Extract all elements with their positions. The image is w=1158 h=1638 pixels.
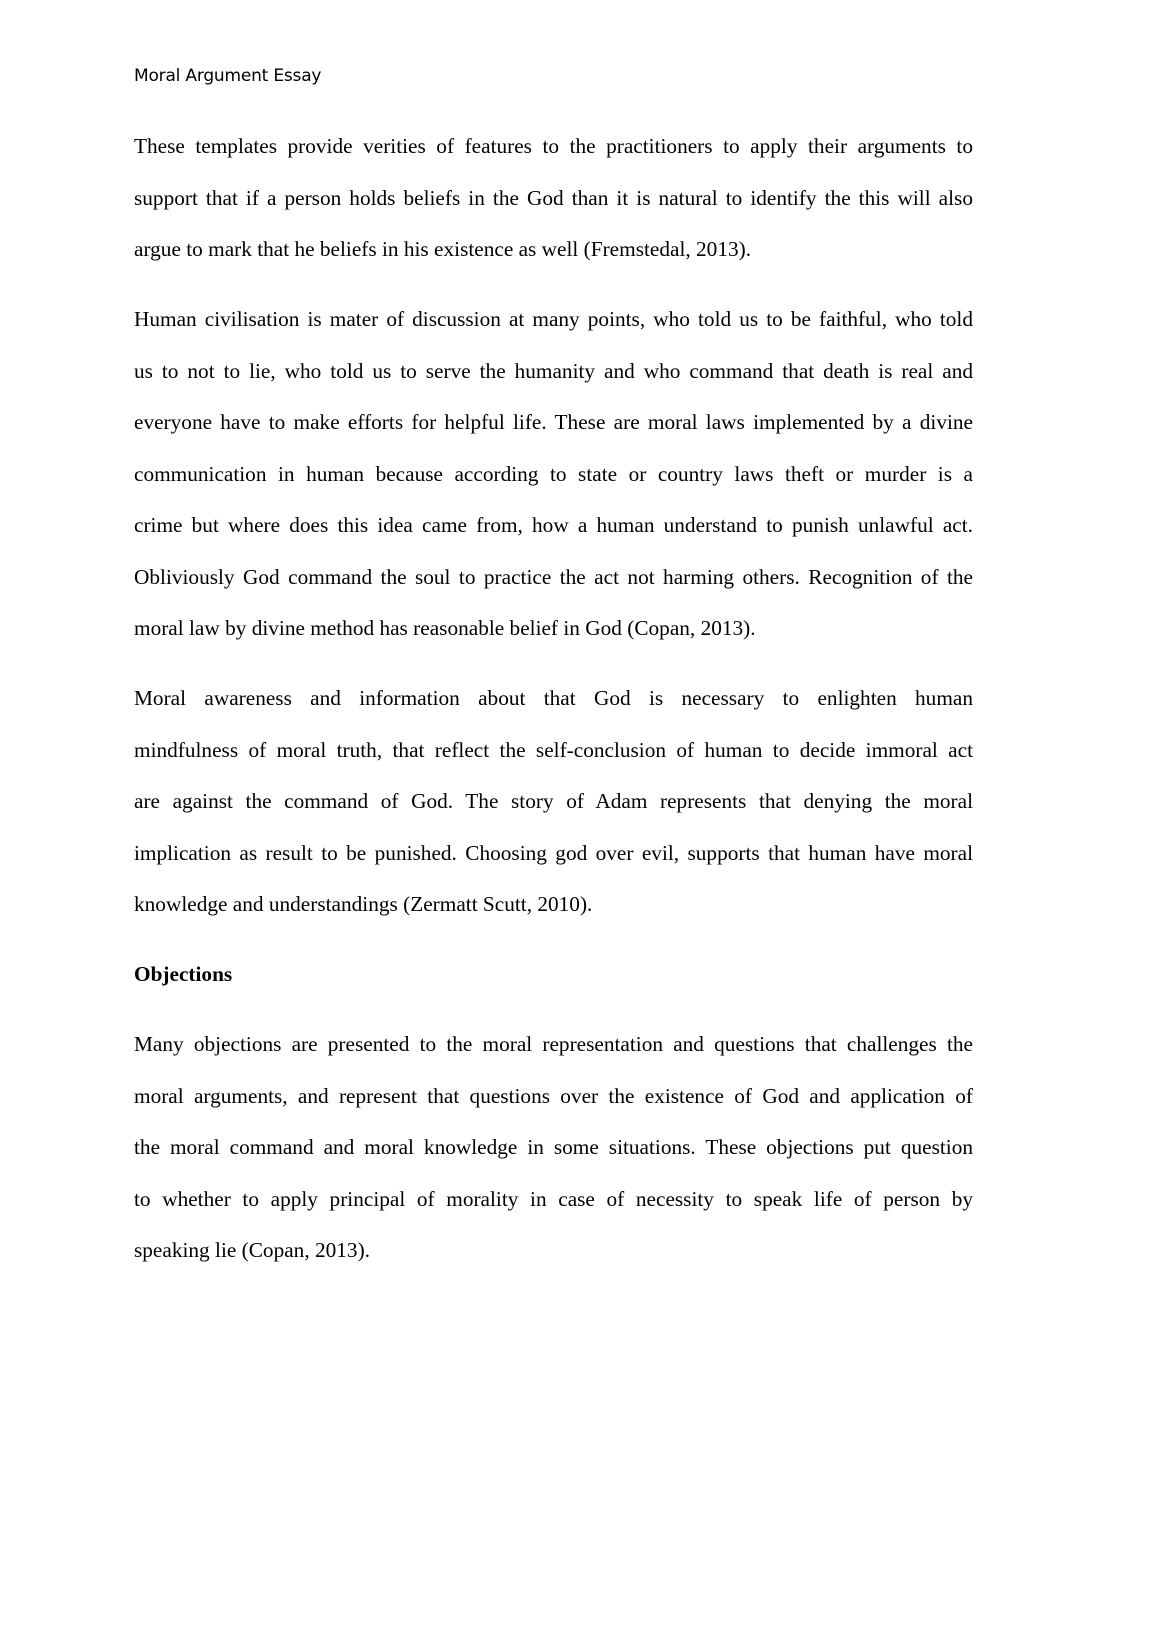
text-line: knowledge and understandings (Zermatt Scutt, 2010). <box>134 892 593 916</box>
text-line: speaking lie (Copan, 2013). <box>134 1238 370 1262</box>
text-line: communication in human because according to state or country laws theft or murder is a <box>134 461 973 486</box>
text-line: Many objections are presented to the moral representation and questions that challenges the <box>134 1032 973 1056</box>
text-line: everyone have to make efforts for helpful life. These are moral laws implemented by a divine <box>134 410 973 434</box>
text-line: moral law by divine method has reasonable belief in God (Copan, 2013). <box>134 616 756 640</box>
document-body <box>134 121 973 1295</box>
text-line: These templates provide verities of features to the practitioners to apply their arguments to <box>134 134 973 158</box>
text-line: Obliviously God command the soul to practice the act not harming others. Recognition of the <box>134 564 973 589</box>
text-line: Moral awareness and information about that God is necessary to enlighten human <box>134 686 973 710</box>
text-line: us to not to lie, who told us to serve the humanity and who command that death is real and <box>134 358 973 383</box>
paragraph <box>134 673 973 931</box>
section-heading: Objections <box>134 962 233 986</box>
text-line: moral arguments, and represent that questions over the existence of God and application of <box>134 1083 973 1108</box>
page-header: Moral Argument Essay <box>134 66 322 86</box>
text-line: Human civilisation is mater of discussion at many points, who told us to be faithful, who told <box>134 307 973 331</box>
text-line: support that if a person holds beliefs in the God than it is natural to identify the this will also <box>134 185 973 210</box>
paragraph <box>134 294 973 655</box>
text-line: crime but where does this idea came from, how a human understand to punish unlawful act. <box>134 513 973 537</box>
text-line: to whether to apply principal of morality in case of necessity to speak life of person by <box>134 1186 973 1211</box>
text-line: argue to mark that he beliefs in his existence as well (Fremstedal, 2013). <box>134 237 752 261</box>
text-line: mindfulness of moral truth, that reflect the self-conclusion of human to decide immoral act <box>134 737 973 762</box>
paragraph <box>134 121 973 276</box>
text-line: are against the command of God. The story of Adam represents that denying the moral <box>134 789 973 813</box>
paragraph <box>134 1019 973 1277</box>
text-line: the moral command and moral knowledge in some situations. These objections put question <box>134 1135 973 1159</box>
text-line: implication as result to be punished. Choosing god over evil, supports that human have moral <box>134 840 973 865</box>
